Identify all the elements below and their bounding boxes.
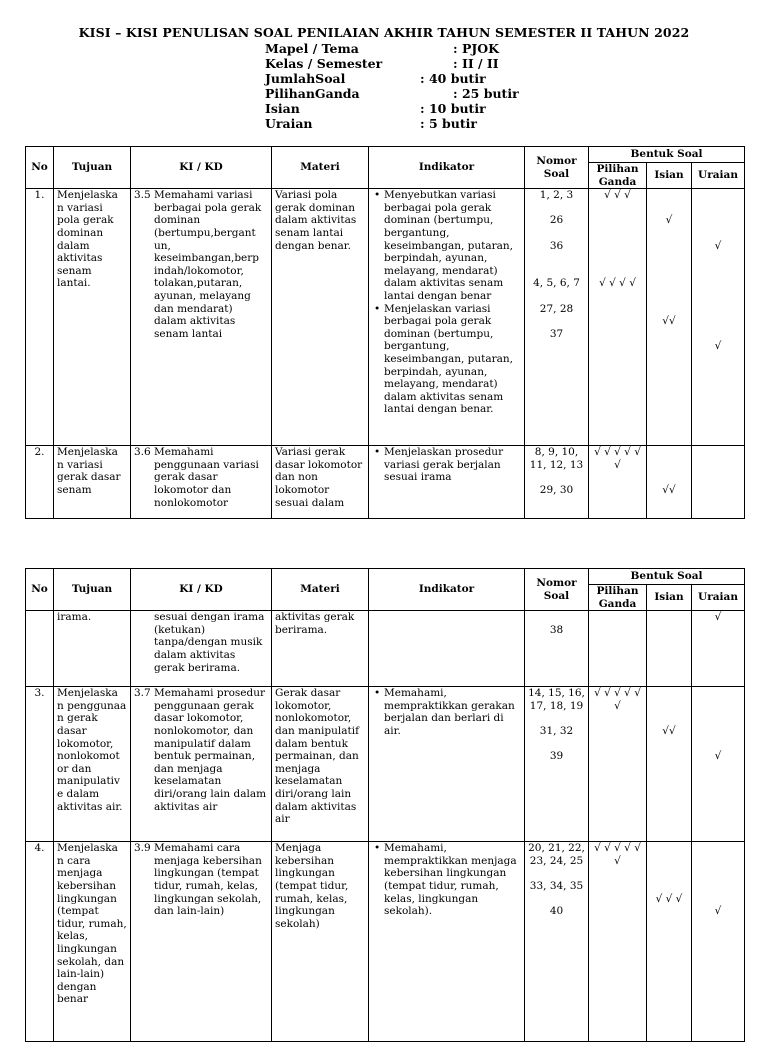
row-no: 1.: [26, 189, 54, 446]
col-header-isian: Isian: [647, 163, 692, 189]
col-header-kikd: KI / KD: [131, 569, 272, 611]
row-nomor-soal: [525, 446, 589, 519]
row-materi: aktivitas gerak berirama.: [272, 611, 369, 687]
checkmark-icon: √ √ √ √ √ √: [594, 446, 641, 471]
nomor-soal-item: 8, 9, 10, 11, 12, 13: [529, 446, 584, 471]
table-row: [26, 687, 745, 842]
kd-text: Memahami variasi berbagai pola gerak dominan (bertumpu,bergant un, keseimbangan,berp indah/lokomotor, tolakan,putaran, ayunan, melayang dan mendarat) dalam aktivitas senam lantai: [154, 189, 262, 340]
row-isian: [647, 842, 692, 1042]
row-materi: Variasi gerak dasar lokomotor dan non lokomotor sesuai dalam: [272, 446, 369, 519]
checkmark-icon: √ √ √: [655, 892, 683, 905]
meta-value-kelas: : II / II: [453, 56, 499, 71]
col-header-uraian: Uraian: [692, 585, 745, 611]
col-header-bentuk-soal: Bentuk Soal: [589, 569, 745, 585]
meta-value-isian: : 10 butir: [420, 101, 486, 116]
row-materi: Gerak dasar lokomotor, nonlokomotor, dan manipulatif dalam bentuk permainan, dan menjaga keselamatan diri/orang lain dalam aktivitas air: [272, 687, 369, 842]
checkmark-icon: √: [714, 340, 722, 353]
col-header-nomor-soal: Nomor Soal: [525, 147, 589, 189]
indikator-item: • Memahami, mempraktikkan gerakan berjalan dan berlari di air.: [384, 687, 521, 737]
nomor-soal-item: 27, 28: [539, 302, 574, 315]
nomor-soal-item: 4, 5, 6, 7: [533, 277, 580, 290]
col-header-materi: Materi: [272, 147, 369, 189]
col-header-pilihan-ganda: Pilihan Ganda: [589, 163, 647, 189]
row-kikd: [131, 189, 272, 446]
checkmark-icon: √ √ √ √ √ √: [594, 687, 641, 712]
checkmark-icon: √: [714, 611, 722, 624]
checkmark-icon: √ √ √ √: [599, 277, 636, 290]
col-header-tujuan: Tujuan: [54, 569, 131, 611]
row-indikator: [369, 189, 525, 446]
row-nomor-soal: [525, 842, 589, 1042]
col-header-isian: Isian: [647, 585, 692, 611]
row-tujuan: Menjelaska n variasi gerak dasar senam: [54, 446, 131, 519]
table-header-row: [26, 569, 745, 585]
nomor-soal-item: 20, 21, 22, 23, 24, 25: [528, 842, 585, 867]
nomor-soal-item: 29, 30: [539, 483, 574, 496]
meta-value-uraian: : 5 butir: [420, 116, 477, 131]
row-indikator: [369, 842, 525, 1042]
meta-label-jumlah: JumlahSoal: [265, 71, 346, 86]
checkmark-icon: √√: [662, 315, 676, 328]
nomor-soal-item: 36: [549, 239, 564, 252]
meta-label-kelas: Kelas / Semester: [265, 56, 383, 71]
row-no: [26, 611, 54, 687]
meta-label-pg: PilihanGanda: [265, 86, 360, 101]
row-isian: [647, 189, 692, 446]
row-uraian: [692, 189, 745, 446]
row-materi: Variasi pola gerak dominan dalam aktivitas senam lantai dengan benar.: [272, 189, 369, 446]
row-uraian: [692, 446, 745, 519]
row-nomor-soal: [525, 611, 589, 687]
row-no: 3.: [26, 687, 54, 842]
row-tujuan: Menjelaska n penggunaa n gerak dasar lokomotor, nonlokomot or dan manipulativ e dalam aktivitas air.: [54, 687, 131, 842]
row-kikd: [131, 611, 272, 687]
nomor-soal-item: 37: [549, 327, 564, 340]
nomor-soal-item: 26: [549, 214, 564, 227]
indikator-item: • Menyebutkan variasi berbagai pola gerak dominan (bertumpu, bergantung, keseimbangan, putaran, berpindah, ayunan, melayang, mendarat) dalam aktivitas senam lantai dengan benar: [384, 189, 521, 302]
row-kikd: [131, 446, 272, 519]
checkmark-icon: √: [665, 214, 673, 227]
kd-text: Memahami cara menjaga kebersihan lingkungan (tempat tidur, rumah, kelas, lingkungan sekolah, dan lain-lain): [154, 842, 262, 918]
checkmark-icon: √ √ √: [604, 189, 631, 202]
row-pilihan-ganda: [589, 189, 647, 446]
row-uraian: [692, 842, 745, 1042]
nomor-soal-item: 1, 2, 3: [539, 189, 574, 202]
table-row: [26, 611, 745, 687]
table-row: [26, 189, 745, 446]
row-uraian: [692, 687, 745, 842]
col-header-no: No: [26, 569, 54, 611]
kd-number: 3.5: [134, 189, 151, 202]
meta-label-isian: Isian: [265, 101, 300, 116]
kd-text: sesuai dengan irama (ketukan) tanpa/dengan musik dalam aktivitas gerak berirama.: [154, 611, 265, 674]
indikator-item: • Memahami, mempraktikkan menjaga kebersihan lingkungan (tempat tidur, rumah, kelas, lingkungan sekolah).: [384, 842, 521, 918]
meta-value-mapel: : PJOK: [453, 41, 500, 56]
table-header-row: [26, 147, 745, 163]
row-materi: Menjaga kebersihan lingkungan (tempat tidur, rumah, kelas, lingkungan sekolah): [272, 842, 369, 1042]
table-row: [26, 842, 745, 1042]
nomor-soal-item: 14, 15, 16, 17, 18, 19: [528, 687, 585, 712]
row-indikator: [369, 446, 525, 519]
checkmark-icon: √ √ √ √ √ √: [594, 842, 641, 867]
nomor-soal-item: 31, 32: [539, 724, 574, 737]
col-header-indikator: Indikator: [369, 569, 525, 611]
kisi-table-2: [25, 568, 745, 1042]
col-header-nomor-soal: Nomor Soal: [525, 569, 589, 611]
row-nomor-soal: [525, 687, 589, 842]
kisi-table-1: [25, 146, 745, 519]
row-tujuan: Menjelaska n variasi pola gerak dominan dalam aktivitas senam lantai.: [54, 189, 131, 446]
row-pilihan-ganda: [589, 446, 647, 519]
row-no: 2.: [26, 446, 54, 519]
row-kikd: [131, 687, 272, 842]
row-kikd: [131, 842, 272, 1042]
nomor-soal-item: 40: [549, 905, 564, 918]
nomor-soal-item: 33, 34, 35: [529, 879, 584, 892]
row-nomor-soal: [525, 189, 589, 446]
col-header-tujuan: Tujuan: [54, 147, 131, 189]
col-header-no: No: [26, 147, 54, 189]
row-indikator: [369, 687, 525, 842]
checkmark-icon: √: [714, 750, 722, 763]
col-header-bentuk-soal: Bentuk Soal: [589, 147, 745, 163]
checkmark-icon: √√: [662, 724, 676, 737]
checkmark-icon: √√: [662, 483, 676, 496]
kd-number: 3.6: [134, 446, 151, 459]
indikator-item: • Menjelaskan prosedur variasi gerak berjalan sesuai irama: [384, 446, 521, 484]
indikator-item: • Menjelaskan variasi berbagai pola gerak dominan (bertumpu, bergantung, keseimbangan, putaran, berpindah, ayunan, melayang, mendarat) dalam aktivitas senam lantai dengan benar.: [384, 303, 521, 416]
row-uraian: [692, 611, 745, 687]
col-header-materi: Materi: [272, 569, 369, 611]
col-header-pilihan-ganda: Pilihan Ganda: [589, 585, 647, 611]
page-title: KISI – KISI PENULISAN SOAL PENILAIAN AKHIR TAHUN SEMESTER II TAHUN 2022: [78, 25, 690, 40]
col-header-kikd: KI / KD: [131, 147, 272, 189]
row-isian: [647, 687, 692, 842]
row-tujuan: Menjelaska n cara menjaga kebersihan lingkungan (tempat tidur, rumah, kelas, lingkungan sekolah, dan lain-lain) dengan benar: [54, 842, 131, 1042]
col-header-indikator: Indikator: [369, 147, 525, 189]
row-pilihan-ganda: [589, 611, 647, 687]
row-isian: [647, 446, 692, 519]
row-pilihan-ganda: [589, 687, 647, 842]
row-pilihan-ganda: [589, 842, 647, 1042]
row-tujuan: irama.: [54, 611, 131, 687]
kd-text: Memahami prosedur penggunaan gerak dasar lokomotor, nonlokomotor, dan manipulatif dalam bentuk permainan, dan menjaga keselamatan diri/orang lain dalam aktivitas air: [154, 687, 267, 813]
meta-label-mapel: Mapel / Tema: [265, 41, 359, 56]
row-isian: [647, 611, 692, 687]
row-indikator: [369, 611, 525, 687]
kd-text: Memahami penggunaan variasi gerak dasar lokomotor dan nonlokomotor: [154, 446, 259, 509]
kd-number: 3.9: [134, 842, 151, 855]
kd-number: 3.7: [134, 687, 151, 700]
meta-value-pg: : 25 butir: [453, 86, 519, 101]
checkmark-icon: √: [714, 239, 722, 252]
kd-number: [134, 611, 154, 674]
nomor-soal-item: 38: [549, 623, 564, 636]
col-header-uraian: Uraian: [692, 163, 745, 189]
meta-value-jumlah: : 40 butir: [420, 71, 486, 86]
row-no: 4.: [26, 842, 54, 1042]
nomor-soal-item: 39: [549, 750, 564, 763]
meta-label-uraian: Uraian: [265, 116, 313, 131]
table-row: [26, 446, 745, 519]
checkmark-icon: √: [714, 905, 722, 918]
